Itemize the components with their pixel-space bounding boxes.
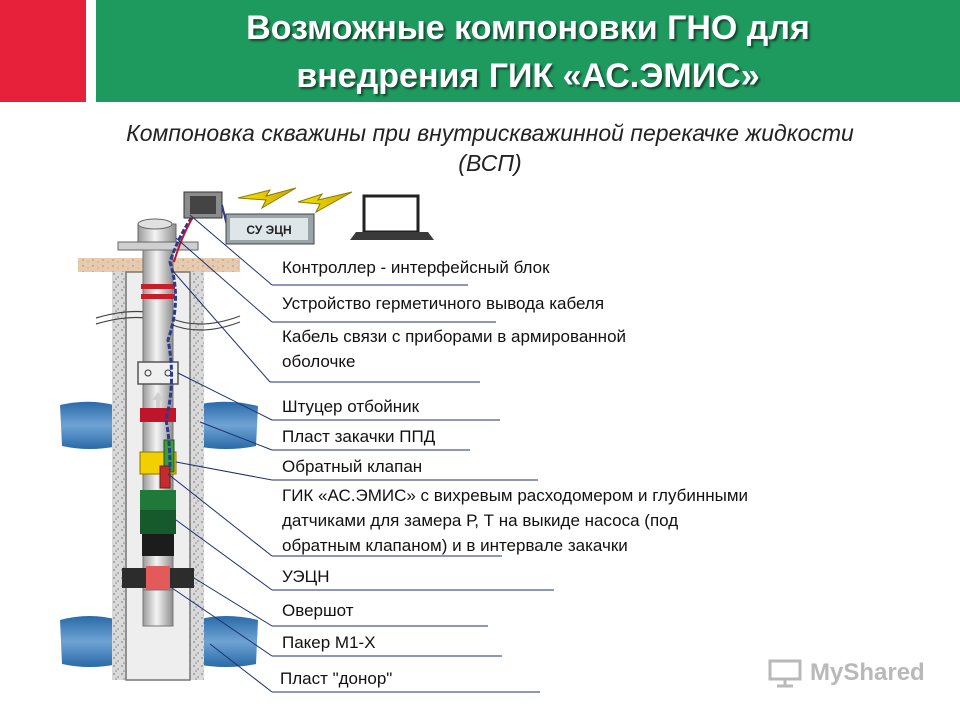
laptop-base <box>350 232 434 240</box>
tail-pipe <box>143 590 173 626</box>
injection-layer-left <box>60 402 118 449</box>
tubing-collar <box>141 294 175 299</box>
label-overshot: Овершот <box>282 601 354 620</box>
label-esp: УЭЦН <box>282 567 330 586</box>
label-injection-layer: Пласт закачки ППД <box>282 427 436 446</box>
wellhead-cap <box>138 219 172 229</box>
title-line-2: внедрения ГИК «АС.ЭМИС» <box>296 57 760 95</box>
choke-body <box>140 408 176 422</box>
donor-layer-left <box>60 616 118 667</box>
label-cable-line-2: оболочке <box>282 352 356 371</box>
subtitle-line-1: Компоновка скважины при внутрискважинной перекачке жидкости <box>126 120 854 146</box>
wellhead-flange <box>118 242 198 250</box>
signal-bolt-icon <box>298 192 352 212</box>
watermark <box>768 656 925 690</box>
label-cable-outlet: Устройство герметичного вывода кабеля <box>282 294 605 313</box>
title-line-1: Возможные компоновки ГНО для <box>246 9 810 47</box>
esp-motor <box>142 534 174 556</box>
signal-bolt-icon <box>238 188 296 208</box>
communication-cable <box>174 212 196 262</box>
label-donor-layer: Пласт "донор" <box>280 669 393 688</box>
tubing-collar <box>141 284 175 289</box>
label-check-valve: Обратный клапан <box>282 457 423 476</box>
packer-seal <box>146 566 170 590</box>
esp-section <box>140 510 176 534</box>
label-gik-line-3: обратным клапаном) и в интервале закачки <box>282 536 628 555</box>
label-gik-line-1: ГИК «АС.ЭМИС» с вихревым расходомером и глубинными <box>282 486 749 505</box>
watermark-text: MyShared <box>810 659 925 686</box>
laptop-screen <box>364 196 418 232</box>
label-cable-line-1: Кабель связи с приборами в армированной <box>282 327 627 346</box>
su-ecn-label: СУ ЭЦН <box>246 223 292 237</box>
label-controller: Контроллер - интерфейсный блок <box>282 258 550 277</box>
label-choke: Штуцер отбойник <box>282 397 420 416</box>
borehole-wall-right <box>190 272 204 680</box>
subtitle-line-2: (ВСП) <box>458 150 522 176</box>
esp-section <box>140 490 176 510</box>
borehole-wall-left <box>112 272 126 680</box>
label-packer: Пакер М1-Х <box>282 633 376 652</box>
donor-layer-right <box>196 616 258 667</box>
presentation-board-icon <box>768 658 802 688</box>
label-gik-line-2: датчиками для замера Р, Т на выкиде насоса (под <box>282 511 679 530</box>
